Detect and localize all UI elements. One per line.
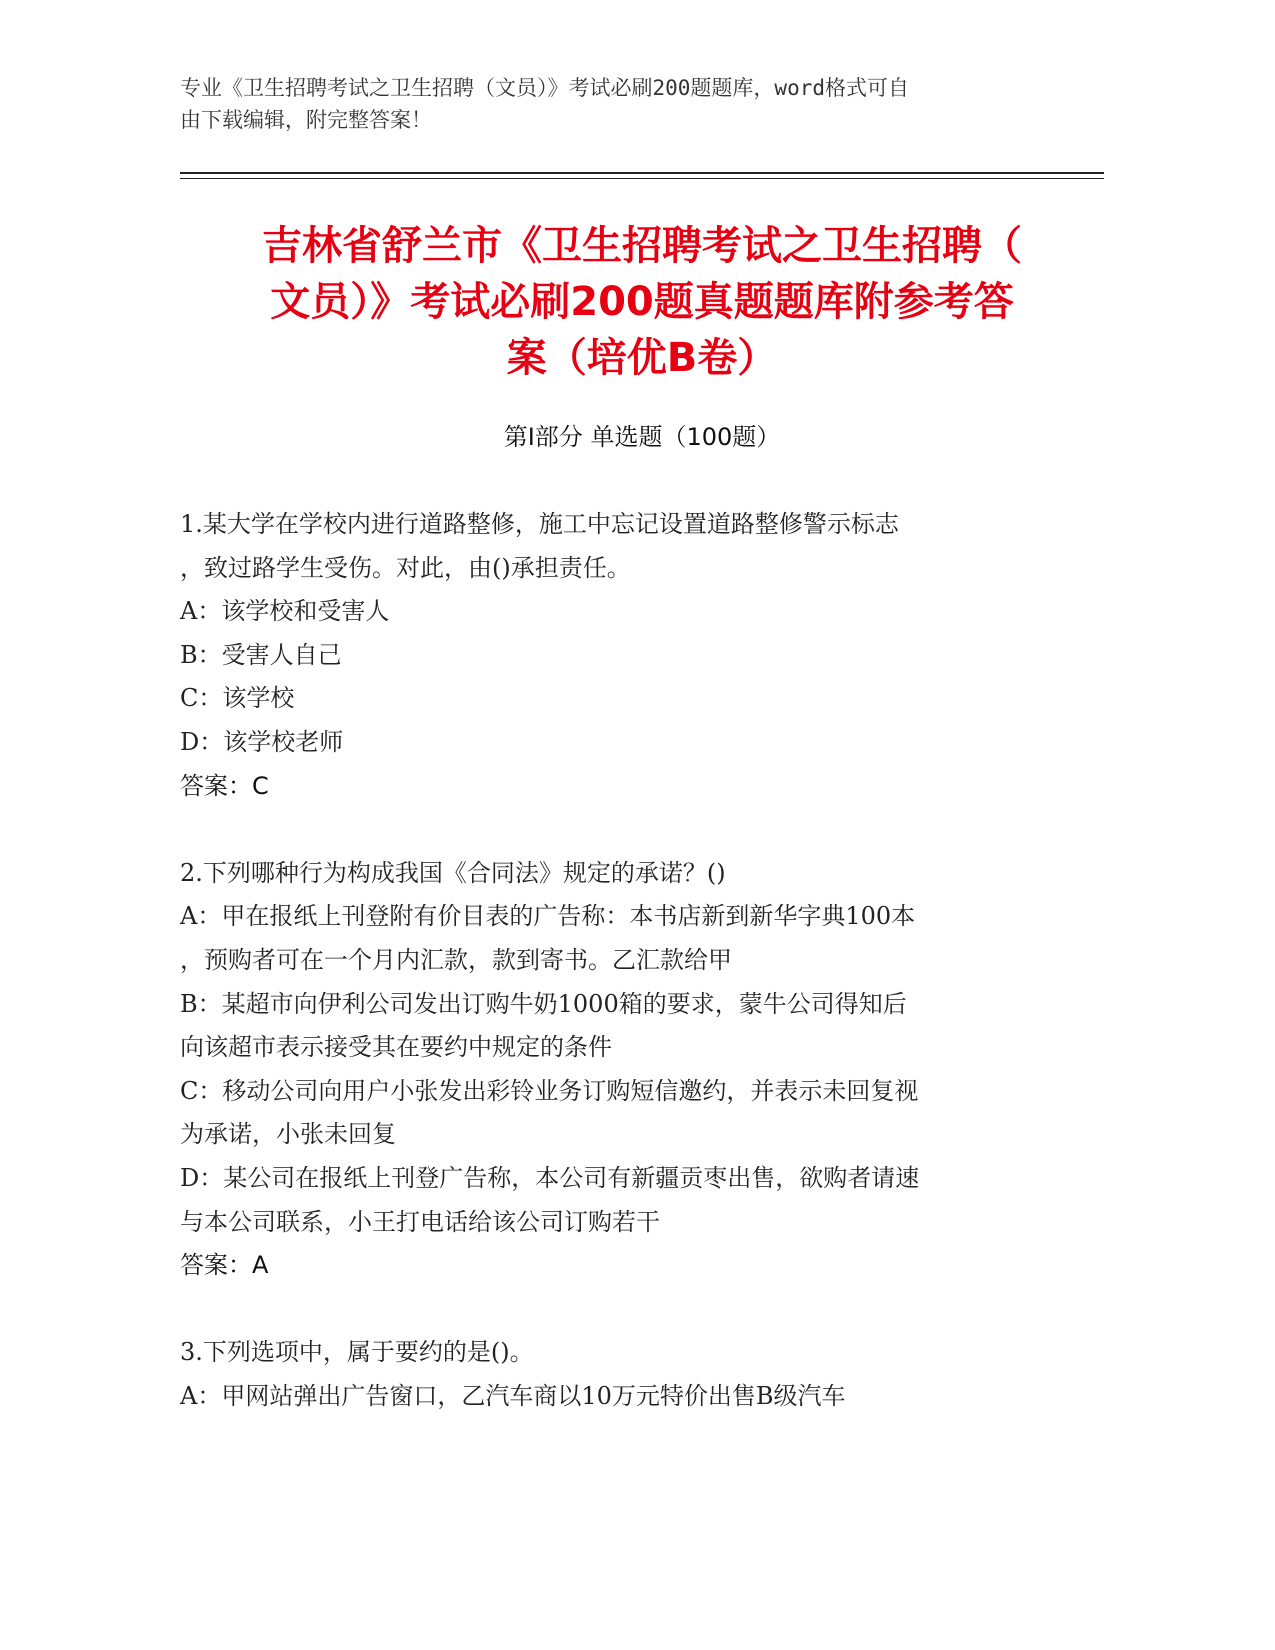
question-1-stem-line-1: 1.某大学在学校内进行道路整修，施工中忘记设置道路整修警示标志 bbox=[180, 510, 899, 538]
question-2-answer: 答案：A bbox=[180, 1251, 269, 1279]
header-note-line-2: 由下载编辑，附完整答案！ bbox=[180, 108, 432, 132]
title-line-2: 文员）》考试必刷200题真题题库附参考答 bbox=[270, 279, 1014, 325]
header-divider-thick bbox=[180, 172, 1104, 174]
question-2-option-c-line-1: C：移动公司向用户小张发出彩铃业务订购短信邀约，并表示未回复视 bbox=[180, 1077, 919, 1105]
question-2-option-b-line-1: B：某超市向伊利公司发出订购牛奶1000箱的要求，蒙牛公司得知后 bbox=[180, 990, 907, 1018]
question-2-option-a-line-1: A：甲在报纸上刊登附有价目表的广告称：本书店新到新华字典100本 bbox=[180, 902, 916, 930]
question-2-option-c-line-2: 为承诺，小张未回复 bbox=[180, 1120, 396, 1148]
header-note-line-1: 专业《卫生招聘考试之卫生招聘（文员）》考试必刷200题题库，word格式可自 bbox=[180, 76, 909, 100]
question-2-option-d-line-1: D：某公司在报纸上刊登广告称，本公司有新疆贡枣出售，欲购者请速 bbox=[180, 1164, 920, 1192]
document-title bbox=[180, 218, 1104, 386]
question-2-option-d-line-2: 与本公司联系，小王打电话给该公司订购若干 bbox=[180, 1208, 660, 1236]
question-3-stem-line-1: 3.下列选项中，属于要约的是()。 bbox=[180, 1338, 534, 1366]
section-heading: 第I部分 单选题（100题） bbox=[503, 423, 781, 451]
title-line-3: 案（培优B卷） bbox=[506, 335, 778, 381]
question-3-option-a: A：甲网站弹出广告窗口，乙汽车商以10万元特价出售B级汽车 bbox=[180, 1382, 846, 1410]
question-1-stem-line-2: ，致过路学生受伤。对此，由()承担责任。 bbox=[180, 554, 631, 582]
question-1-option-b: B：受害人自己 bbox=[180, 641, 342, 669]
question-1-option-d: D：该学校老师 bbox=[180, 728, 344, 756]
question-2-option-a-line-2: ，预购者可在一个月内汇款，款到寄书。乙汇款给甲 bbox=[180, 946, 732, 974]
question-1-option-a: A：该学校和受害人 bbox=[180, 597, 390, 625]
question-2-option-b-line-2: 向该超市表示接受其在要约中规定的条件 bbox=[180, 1033, 612, 1061]
header-divider-thin bbox=[180, 178, 1104, 179]
header-note bbox=[180, 72, 1040, 136]
question-2-stem-line-1: 2.下列哪种行为构成我国《合同法》规定的承诺？() bbox=[180, 859, 726, 887]
question-1-answer: 答案：C bbox=[180, 772, 269, 800]
title-line-1: 吉林省舒兰市《卫生招聘考试之卫生招聘（ bbox=[262, 223, 1022, 269]
question-1-option-c: C：该学校 bbox=[180, 684, 295, 712]
